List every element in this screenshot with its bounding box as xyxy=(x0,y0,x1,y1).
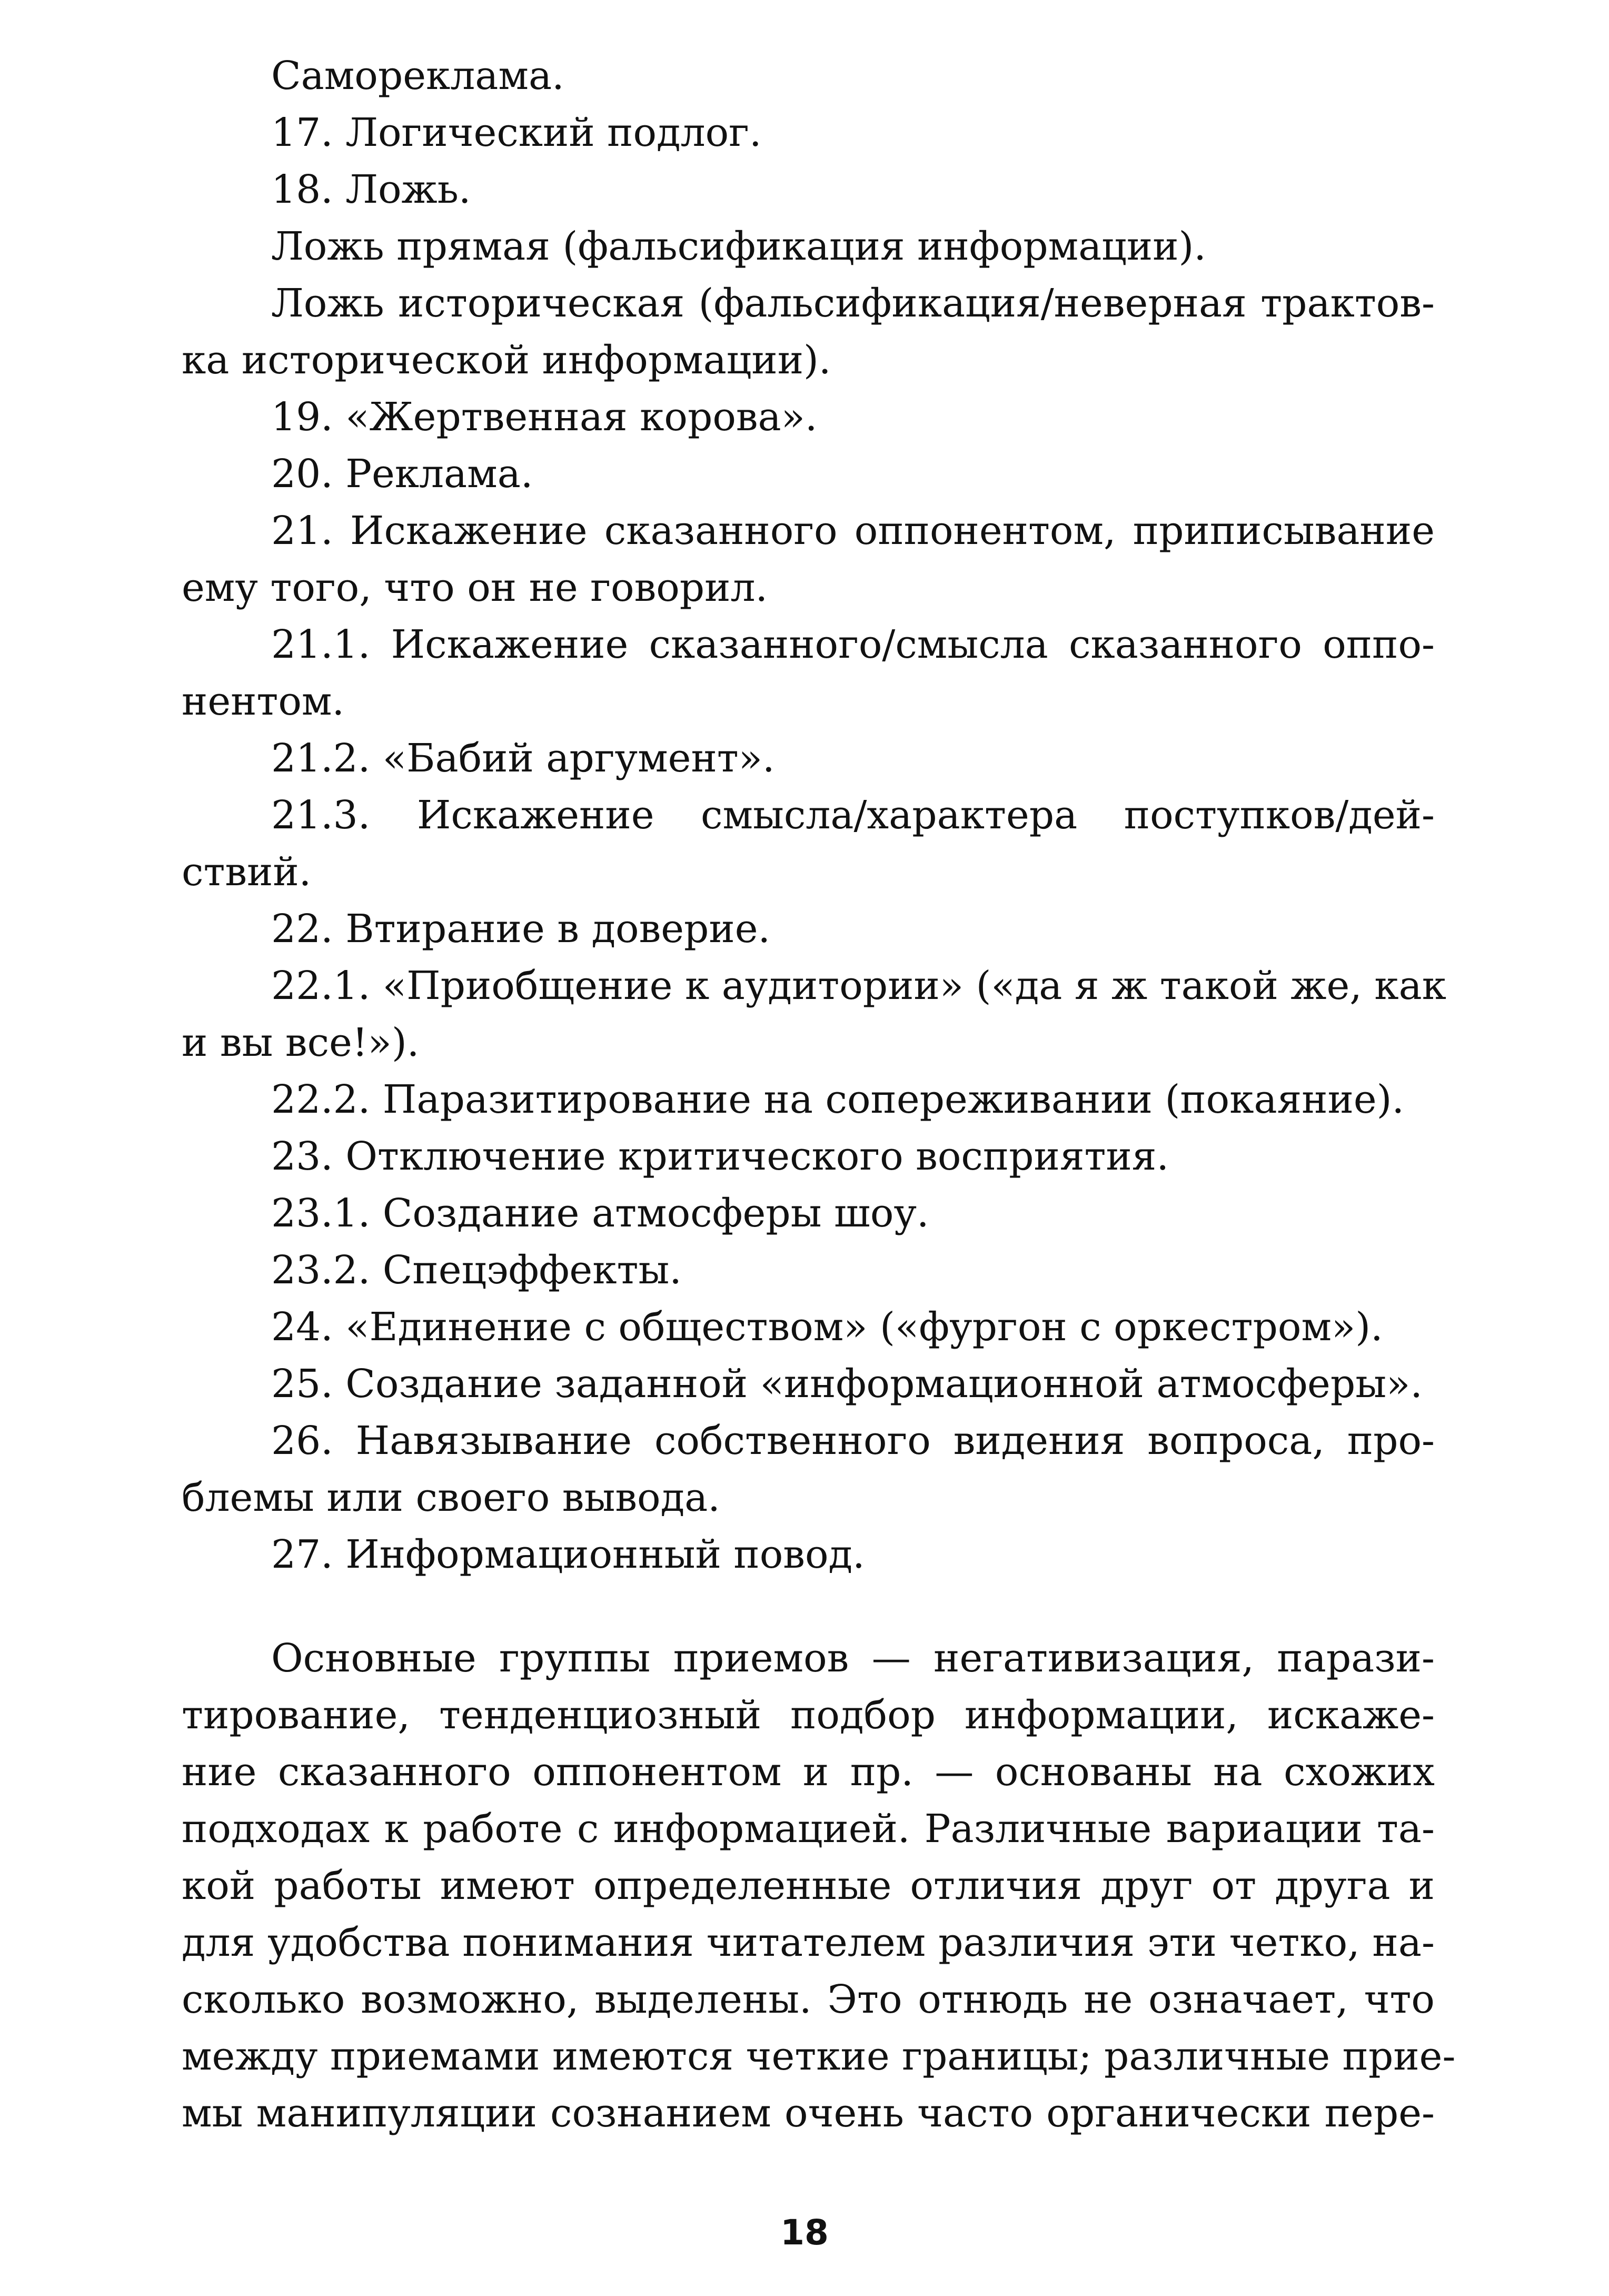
list-line: Ложь историческая (фальсификация/неверная трактов- xyxy=(271,281,1435,326)
list-line: 26. Навязывание собственного видения вопроса, про- xyxy=(271,1418,1435,1463)
list-line: ему того, что он не говорил. xyxy=(182,565,768,610)
paragraph-line: кой работы имеют определенные отличия друг от друга и xyxy=(182,1863,1435,1908)
paragraph-line: мы манипуляции сознанием очень часто органически пере- xyxy=(182,2091,1435,2136)
list-line: ка исторической информации). xyxy=(182,338,831,383)
paragraph-line: сколько возможно, выделены. Это отнюдь не означает, что xyxy=(182,1977,1435,2022)
list-line: 20. Реклама. xyxy=(271,451,533,497)
list-line: 22.2. Паразитирование на сопереживании (покаяние). xyxy=(271,1077,1405,1122)
list-line: 18. Ложь. xyxy=(271,167,471,212)
paragraph-line: для удобства понимания читателем различия эти четко, на- xyxy=(182,1920,1435,1965)
page-number: 18 xyxy=(780,2212,829,2253)
list-line: ствий. xyxy=(182,849,312,895)
list-line: 23. Отключение критического восприятия. xyxy=(271,1134,1169,1179)
list-line: Самореклама. xyxy=(271,53,564,98)
list-line: 25. Создание заданной «информационной атмосферы». xyxy=(271,1361,1423,1407)
body-paragraph xyxy=(182,1630,1456,2142)
list-line: 21.1. Искажение сказанного/смысла сказанного оппо- xyxy=(271,622,1435,667)
list-line: 27. Информационный повод. xyxy=(271,1532,865,1577)
list-line: 21.2. «Бабий аргумент». xyxy=(271,736,775,781)
list-line: нентом. xyxy=(182,679,345,724)
list-line: 17. Логический подлог. xyxy=(271,110,762,155)
paragraph-line: между приемами имеются четкие границы; различные прие- xyxy=(182,2034,1456,2079)
list-line: и вы все!»). xyxy=(182,1020,420,1065)
paragraph-line: ние сказанного оппонентом и пр. — основаны на схожих xyxy=(182,1749,1435,1795)
list-line: Ложь прямая (фальсификация информации). xyxy=(271,224,1206,269)
list-line: 21. Искажение сказанного оппонентом, приписывание xyxy=(271,508,1435,553)
list-line: 19. «Жертвенная корова». xyxy=(271,394,818,440)
techniques-list xyxy=(182,47,1446,1583)
paragraph-line: Основные группы приемов — негативизация, парази- xyxy=(271,1636,1435,1681)
list-line: 23.2. Спецэффекты. xyxy=(271,1248,682,1293)
paragraph-line: тирование, тенденциозный подбор информации, искаже- xyxy=(182,1693,1435,1738)
list-line: 23.1. Создание атмосферы шоу. xyxy=(271,1191,929,1236)
list-line: блемы или своего вывода. xyxy=(182,1475,720,1520)
paragraph-line: подходах к работе с информацией. Различные вариации та- xyxy=(182,1806,1435,1852)
list-line: 21.3. Искажение смысла/характера поступков/дей- xyxy=(271,793,1435,838)
list-line: 22. Втирание в доверие. xyxy=(271,906,771,952)
list-line: 24. «Единение с обществом» («фургон с оркестром»). xyxy=(271,1304,1383,1350)
list-line: 22.1. «Приобщение к аудитории» («да я ж такой же, как xyxy=(271,963,1446,1008)
